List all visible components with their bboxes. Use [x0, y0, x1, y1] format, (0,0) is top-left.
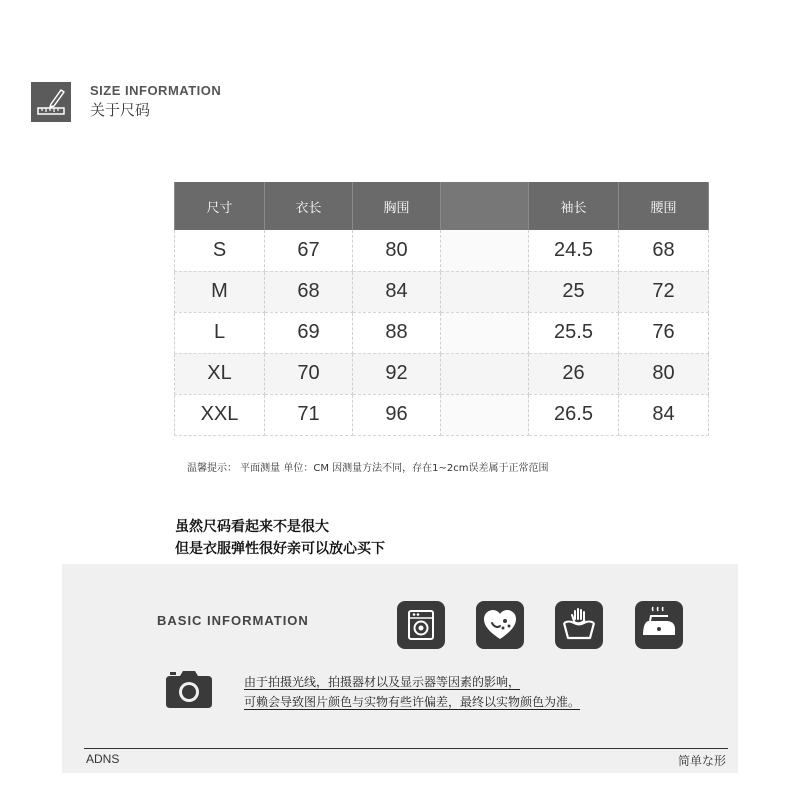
- column-header-size: 尺寸: [175, 182, 265, 230]
- size-cell: XL: [175, 353, 265, 394]
- column-header-sleeve: 袖长: [529, 182, 619, 230]
- header-title-cn: 关于尺码: [90, 101, 151, 119]
- color-disclaimer: [244, 672, 580, 712]
- ruler-pencil-icon: [31, 82, 71, 122]
- blank-cell: [441, 230, 529, 271]
- blank-cell: [441, 394, 529, 435]
- column-header-blank: [441, 182, 529, 230]
- column-header-bust: 胸围: [353, 182, 441, 230]
- waist-cell: 68: [619, 230, 709, 271]
- bust-cell: 92: [353, 353, 441, 394]
- waist-cell: 80: [619, 353, 709, 394]
- size-info-header: [31, 82, 221, 122]
- table-row: [175, 312, 709, 353]
- brand-right: 简单な形: [677, 754, 726, 768]
- sleeve-cell: 25.5: [529, 312, 619, 353]
- size-cell: L: [175, 312, 265, 353]
- sleeve-cell: 26.5: [529, 394, 619, 435]
- waist-cell: 76: [619, 312, 709, 353]
- sleeve-cell: 25: [529, 271, 619, 312]
- hand-wash-basin-icon: [555, 601, 603, 649]
- footer-divider: [84, 748, 728, 749]
- table-row: [175, 353, 709, 394]
- sleeve-cell: 24.5: [529, 230, 619, 271]
- brand-left: ADNS: [86, 752, 120, 766]
- length-cell: 71: [265, 394, 353, 435]
- table-row: [175, 271, 709, 312]
- size-cell: S: [175, 230, 265, 271]
- basic-info-title: BASIC INFORMATION: [157, 613, 309, 628]
- column-header-length: 衣长: [265, 182, 353, 230]
- table-row: [175, 230, 709, 271]
- blank-cell: [441, 271, 529, 312]
- length-cell: 67: [265, 230, 353, 271]
- size-cell: XXL: [175, 394, 265, 435]
- size-cell: M: [175, 271, 265, 312]
- header-title-en: SIZE INFORMATION: [90, 83, 222, 98]
- bust-cell: 80: [353, 230, 441, 271]
- column-header-waist: 腰围: [619, 182, 709, 230]
- bust-cell: 84: [353, 271, 441, 312]
- slogan-line-1: 虽然尺码看起来不是很大: [175, 519, 329, 535]
- length-cell: 70: [265, 353, 353, 394]
- table-row: [175, 394, 709, 435]
- bust-cell: 88: [353, 312, 441, 353]
- table-header-row: [175, 182, 709, 230]
- waist-cell: 84: [619, 394, 709, 435]
- slogan-line-2: 但是衣服弹性很好亲可以放心买下: [175, 541, 385, 557]
- size-slogan: [175, 516, 385, 560]
- blank-cell: [441, 353, 529, 394]
- basic-info-panel: [62, 564, 738, 773]
- length-cell: 69: [265, 312, 353, 353]
- measurement-tip: 温馨提示： 平面测量 单位：CM 因测量方法不同，存在1~2cm误差属于正常范围: [187, 463, 549, 474]
- blank-cell: [441, 312, 529, 353]
- heart-hand-wash-icon: [476, 601, 524, 649]
- disclaimer-line-1: 由于拍摄光线，拍摄器材以及显示器等因素的影响，: [244, 675, 521, 689]
- camera-icon: [162, 668, 216, 714]
- bust-cell: 96: [353, 394, 441, 435]
- washing-machine-icon: [397, 601, 445, 649]
- length-cell: 68: [265, 271, 353, 312]
- disclaimer-line-2: 可赖会导致图片颜色与实物有些许偏差，最终以实物颜色为准。: [244, 695, 581, 709]
- sleeve-cell: 26: [529, 353, 619, 394]
- iron-icon: [635, 601, 683, 649]
- size-table: [174, 182, 709, 436]
- waist-cell: 72: [619, 271, 709, 312]
